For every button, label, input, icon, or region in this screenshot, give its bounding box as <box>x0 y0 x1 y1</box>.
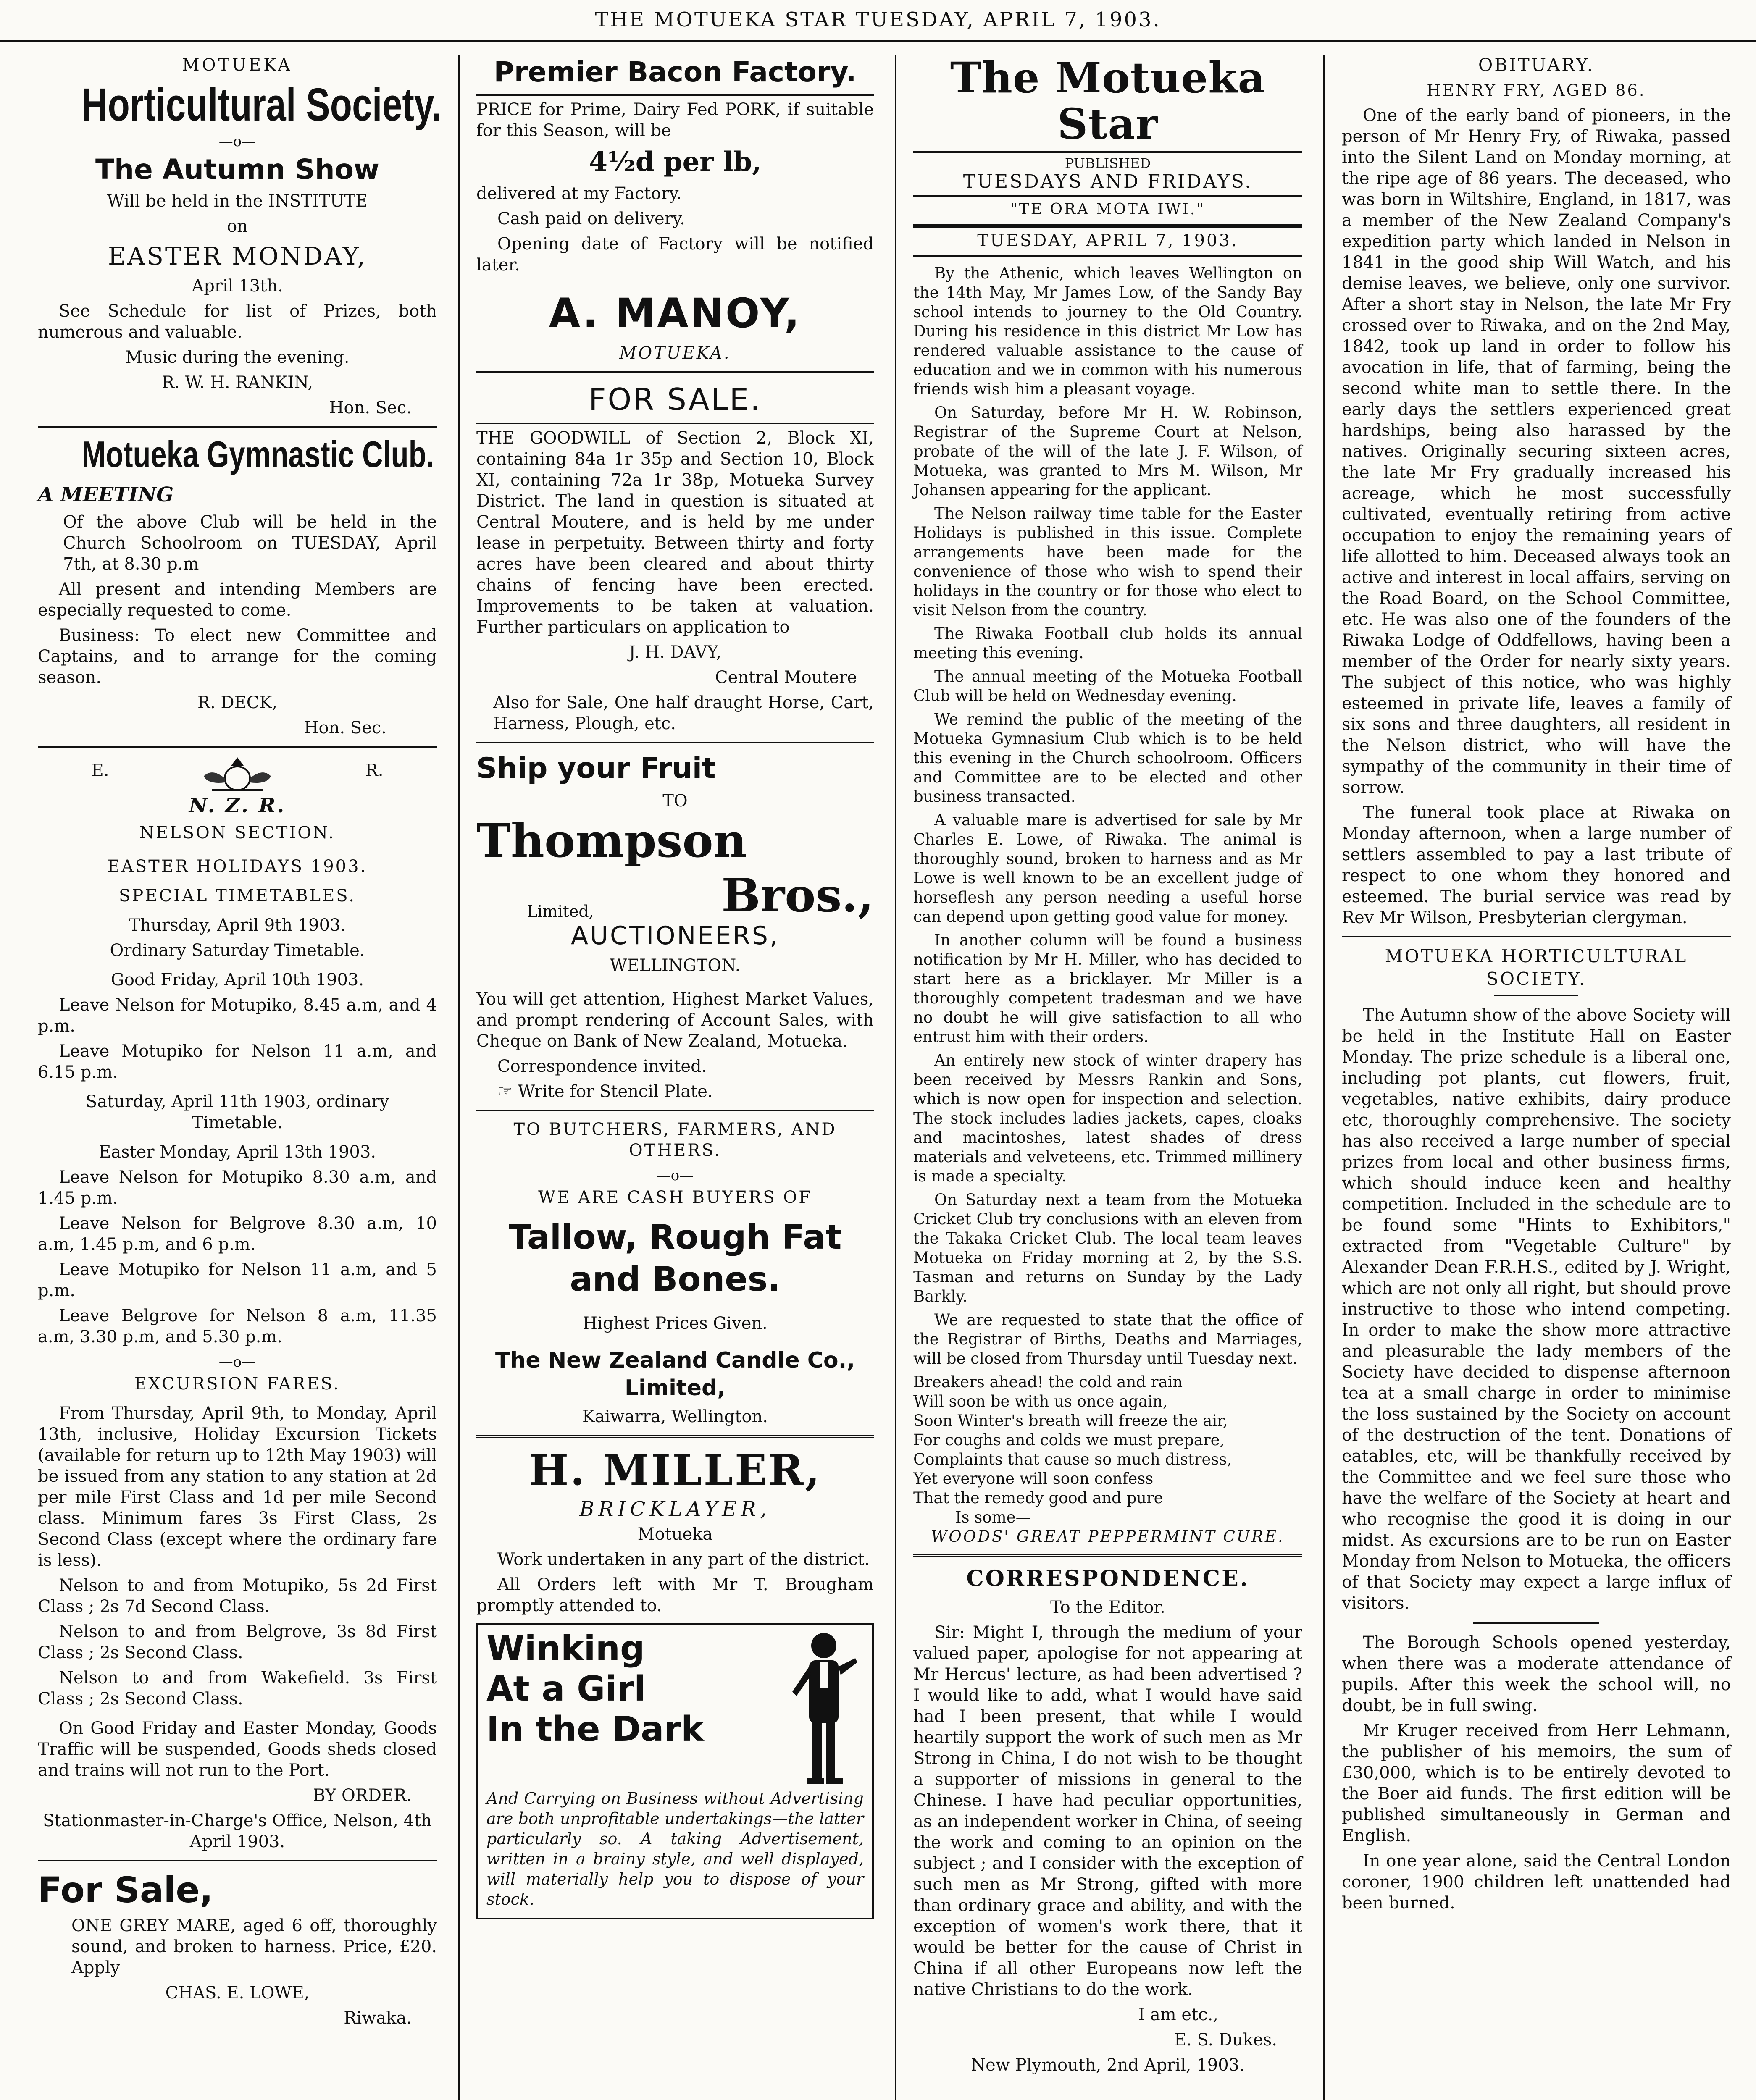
gym-signer: R. DECK, <box>197 693 278 712</box>
obit-heading: OBITUARY. <box>1478 55 1595 75</box>
miller-p1: Work undertaken in any part of the district. <box>497 1550 870 1569</box>
gym-meeting: A MEETING <box>38 483 174 507</box>
forsale-title: FOR SALE. <box>589 382 762 417</box>
tallow-to: TO BUTCHERS, FARMERS, AND OTHERS. <box>513 1120 837 1160</box>
separator: —o— <box>656 1167 694 1184</box>
miller-advert <box>476 1446 874 1616</box>
news-item: An entirely new stock of winter drapery has been received by Messrs Rankin and Sons, which is now open for inspection and selection. The stock includes ladies jackets, capes, cloaks and macintoshes, latest shades of dress materials and velveteens, etc. Trimmed millinery is made a specialty. <box>913 1051 1302 1185</box>
bacon-advert <box>476 55 874 364</box>
obit-p1: One of the early band of pioneers, in the person of Mr Henry Fry, of Riwaka, passed into the Silent Land on Monday morning, at the ripe age of 86 years. The deceased, who was born in Wiltshire, England, in 1817, was a member of the New Zealand Company's expedition party which landed in Nelson in 1841 in the good ship Will Watch, and his demise leaves, we believe, only one survivor. After a short stay in Nelson, the late Mr Fry crossed over to Riwaka, and on the 2nd May, 1842, took up land in order to follow his avocation in life, that of farming, being the second white man to settle there. In the early days the settlers experienced great hardships, being also harassed by the natives. Originally securing sixteen acres, the late Mr Fry gradually increased his acreage, which he most successfully cultivated, eventually retiring from active occupation to enjoy the remaining years of life allotted to him. Deceased always took an active and interest in local affairs, serving on the Road Board, on the School Committee, etc. He was also one of the founders of the Riwaka Lodge of Oddfellows, having been a member of the Order for nearly sixty years. The subject of this notice, who was highly esteemed in private life, leaves a family of six sons and three daughters, all resident in the Nelson district, who will have the sympathy of the community in their time of sorrow. <box>1342 106 1731 797</box>
ship-place: WELLINGTON. <box>610 956 741 975</box>
schools-item: The Borough Schools opened yesterday, when there was a moderate attendance of pupils. After this week the school will, no doubt, be in full swing. <box>1342 1633 1731 1715</box>
separator: —o— <box>218 133 256 150</box>
verse-line: Complaints that cause so much distress, <box>913 1450 1232 1468</box>
rail-goods: On Good Friday and Easter Monday, Goods Traffic will be suspended, Goods sheds closed and trains will not run to the Port. <box>38 1719 437 1780</box>
column-2 <box>458 55 891 2100</box>
rail-mon: Easter Monday, April 13th 1903. <box>99 1142 376 1162</box>
gym-title: Motueka Gymnastic Club. <box>81 433 434 475</box>
mare-title: For Sale, <box>38 1869 213 1911</box>
verse-product: WOODS' GREAT PEPPERMINT CURE. <box>931 1528 1285 1546</box>
rail-sat: Saturday, April 11th 1903, ordinary Timetable. <box>86 1092 389 1132</box>
forsale-signer: J. H. DAVY, <box>628 643 722 662</box>
bacon-p2: delivered at my Factory. <box>476 184 682 203</box>
gentleman-figure-icon <box>784 1629 864 1788</box>
news-item: On Saturday, before Mr H. W. Robinson, Registrar of the Supreme Court at Nelson, probate of the will of the late J. F. Wilson, of Motueka, was granted to Mrs M. Wilson, Mr Johansen appearing for the applicant. <box>913 404 1302 499</box>
royal-crest-icon <box>195 755 279 793</box>
tallow-title: Tallow, Rough Fat and Bones. <box>508 1218 842 1299</box>
gym-role: Hon. Sec. <box>304 718 386 738</box>
tallow-firm: The New Zealand Candle Co., Limited, <box>495 1348 855 1401</box>
tallow-advert <box>476 1119 874 1427</box>
bacon-title: Premier Bacon Factory. <box>494 56 857 88</box>
tallow-cash: WE ARE CASH BUYERS OF <box>538 1188 812 1207</box>
winking-advert <box>476 1623 874 1919</box>
rail-section: NELSON SECTION. <box>139 823 336 843</box>
kruger-item: Mr Kruger received from Herr Lehmann, the publisher of his memoirs, the sum of £30,000, which is to be entirely devoted to the Boer aid funds. The first edition will be published simultaneously in German and English. <box>1342 1721 1731 1845</box>
news-item: We are requested to state that the office of the Registrar of Births, Deaths and Marriages, will be closed from Thursday until Tuesday next. <box>913 1311 1302 1368</box>
rail-fares: From Thursday, April 9th, to Monday, April 13th, inclusive, Holiday Excursion Tickets (available for return up to 12th May 1903) will be issued from any station to any station at 2d per mile First Class and 1d per mile Second class. Minimum fares 3s First Class, 2s Second Class (except where the ordinary fare is less). <box>38 1404 437 1570</box>
column-3 <box>895 55 1319 2100</box>
forsale-place: Central Moutere <box>715 668 857 687</box>
bacon-p4: Opening date of Factory will be notified later. <box>476 234 874 275</box>
bacon-name: A. MANOY, <box>549 290 802 337</box>
hort-show: The Autumn Show <box>95 153 379 186</box>
verse-line: Breakers ahead! the cold and rain <box>913 1373 1183 1391</box>
winking-l1: Winking <box>486 1629 645 1669</box>
rail-office: Stationmaster-in-Charge's Office, Nelson, 4th April 1903. <box>43 1811 432 1851</box>
news-item: The Riwaka Football club holds its annual meeting this evening. <box>913 625 1302 662</box>
miller-trade: BRICKLAYER, <box>579 1497 771 1521</box>
rail-order: BY ORDER. <box>313 1786 412 1805</box>
bacon-p1: PRICE for Prime, Dairy Fed PORK, if suitable for this Season, will be <box>476 100 874 140</box>
verse-line: Will soon be with us once again, <box>913 1392 1168 1410</box>
bacon-p3: Cash paid on delivery. <box>497 209 685 228</box>
gym-p2: All present and intending Members are especially requested to come. <box>38 580 437 620</box>
ship-firm1: Thompson <box>476 814 747 868</box>
rail-thu-t: Ordinary Saturday Timetable. <box>110 941 365 960</box>
horticultural-advert <box>38 55 442 418</box>
ship-p3-text: Write for Stencil Plate. <box>518 1082 713 1101</box>
gymnastic-advert <box>38 435 437 738</box>
obit-p2: The funeral took place at Riwaka on Monday afternoon, when a large number of settlers assembled to pay a last tribute of respect to one whom they honored and esteemed. The burial service was read by Rev Mr Wilson, Presbyterian clergyman. <box>1342 803 1731 927</box>
rail-f1: Nelson to and from Motupiko, 5s 2d First Class ; 2s 7d Second Class. <box>38 1576 437 1616</box>
verse-line: That the remedy good and pure <box>913 1489 1163 1507</box>
pointing-hand-icon: ☞ <box>497 1082 518 1101</box>
hort-over: MOTUEKA <box>182 55 293 75</box>
hort-title: Horticultural Society. <box>81 79 442 131</box>
miller-p2: All Orders left with Mr T. Brougham promptly attended to. <box>476 1575 874 1615</box>
bacon-place: MOTUEKA. <box>619 344 731 363</box>
corr-heading: CORRESPONDENCE. <box>966 1566 1249 1591</box>
ship-p3 <box>476 1081 874 1102</box>
rail-mon2: Leave Nelson for Belgrove 8.30 a.m, 10 a.m, 1.45 p.m, and 6 p.m. <box>38 1214 437 1254</box>
hort-day: EASTER MONDAY, <box>108 242 367 270</box>
local-news <box>913 264 1302 1546</box>
corr-place: New Plymouth, 2nd April, 1903. <box>971 2055 1245 2075</box>
corr-letter: Sir: Might I, through the medium of your valued paper, apologise for not appearing at Mr Hercus' lecture, as had been advertised ? I would like to add, what I would have said had I been present, that while I would heartily support the work of such men as Mr Strong in China, I do not wish to be thought a supporter of missions in general to the Chinese. I have had peculiar opportunities, as an independent worker in China, of seeing the work and coming to an opinion on the subject ; and I consider with the exception of such men as Mr Strong, gifted with more than ordinary grace and ability, and with the exception of women's work there, that it would be better for the cause of Christ in China if all other Europeans now left the native Christians to do the work. <box>913 1623 1302 1999</box>
forsale-text: THE GOODWILL of Section 2, Block XI, containing 84a 1r 35p and Section 10, Block XI, containing 72a 1r 38p, Motueka Survey District. The land in question is situated at Central Moutere, and is held by me under lease in perpetuity. Between thirty and forty acres have been cleared and about thirty chains of fencing have been erected. Improvements to be taken at valuation. Further particulars on application to <box>476 428 874 637</box>
news-item: A valuable mare is advertised for sale by Mr Charles E. Lowe, of Riwaka. The animal is thoroughly sound, broken to harness and as Mr Lowe is well known to be an excellent judge of horseflesh any person needing a useful horse can depend upon getting good value for money. <box>913 811 1302 926</box>
mare-signer: CHAS. E. LOWE, <box>165 1983 310 2003</box>
forsale-also: Also for Sale, One half draught Horse, Cart, Harness, Plough, etc. <box>493 693 874 733</box>
separator: —o— <box>218 1354 256 1370</box>
rail-r: R. <box>365 761 384 780</box>
ship-firm2: Bros., <box>721 868 874 922</box>
verse-line: For coughs and colds we must prepare, <box>913 1431 1225 1449</box>
rail-mon1: Leave Nelson for Motupiko 8.30 a.m, and 1.45 p.m. <box>38 1168 437 1208</box>
rail-excursion: EXCURSION FARES. <box>134 1374 341 1394</box>
bacon-price: 4½d per lb, <box>589 146 762 178</box>
hort-report-title: MOTUEKA HORTICULTURAL SOCIETY. <box>1385 946 1688 989</box>
paper-days: TUESDAYS AND FRIDAYS. <box>963 171 1253 192</box>
rail-f2: Nelson to and from Belgrove, 3s 8d First Class ; 2s Second Class. <box>38 1622 437 1662</box>
hort-role: Hon. Sec. <box>329 398 412 417</box>
news-item: The Nelson railway time table for the Easter Holidays is published in this issue. Complete arrangements have been made for the convenience of those who wish to spend their holidays in the country or for those who elect to visit Nelson from the country. <box>913 504 1302 619</box>
paper-motto: "TE ORA MOTA IWI." <box>1010 201 1205 218</box>
mare-advert <box>38 1869 437 2029</box>
winking-l2: At a Girl <box>486 1669 646 1709</box>
ship-limited: Limited, <box>527 902 594 921</box>
miller-name: H. MILLER, <box>528 1445 822 1495</box>
coroner-item: In one year alone, said the Central London coroner, 1900 children left unattended had been burned. <box>1342 1851 1731 1913</box>
rail-thu: Thursday, April 9th 1903. <box>129 916 346 935</box>
column-4 <box>1323 55 1748 2100</box>
woods-verse <box>913 1373 1302 1546</box>
miller-place: Motueka <box>637 1525 713 1544</box>
hort-on: on <box>227 217 248 236</box>
corr-to-editor: To the Editor. <box>1050 1598 1165 1617</box>
paper-title: The Motueka Star <box>950 55 1266 149</box>
corr-signer: E. S. Dukes. <box>1174 2030 1277 2050</box>
rail-mon3: Leave Motupiko for Nelson 11 a.m, and 5 p.m. <box>38 1260 437 1300</box>
railway-advert <box>38 755 437 1852</box>
news-item: By the Athenic, which leaves Wellington on the 14th May, Mr James Low, of the Sandy Bay school intends to journey to the Old Country. During his residence in this district Mr Low has rendered valuable assistance to the cause of education and we in common with his numerous friends wish him a pleasant voyage. <box>913 264 1302 398</box>
ship-fruit-advert <box>476 751 874 1102</box>
tallow-prices: Highest Prices Given. <box>583 1314 768 1333</box>
ship-p2: Correspondence invited. <box>497 1057 707 1076</box>
gym-p3: Business: To elect new Committee and Captains, and to arrange for the coming season. <box>38 626 437 687</box>
ship-to: TO <box>662 791 688 811</box>
ship-title: Ship your Fruit <box>476 752 716 785</box>
rail-f3: Nelson to and from Wakefield. 3s First Class ; 2s Second Class. <box>38 1668 437 1709</box>
rail-fri2: Leave Motupiko for Nelson 11 a.m, and 6.15 p.m. <box>38 1042 437 1082</box>
tallow-place: Kaiwarra, Wellington. <box>582 1407 768 1426</box>
paper-date: TUESDAY, APRIL 7, 1903. <box>977 231 1238 250</box>
rail-special: SPECIAL TIMETABLES. <box>119 886 356 906</box>
news-item: We remind the public of the meeting of the Motueka Gymnasium Club which is to be held this evening in the Church schoolroom. Officers and Committee are to be elected and other business transacted. <box>913 710 1302 806</box>
mare-place: Riwaka. <box>344 2008 412 2028</box>
news-item: On Saturday next a team from the Motueka Cricket Club try conclusions with an eleven from the Takaka Cricket Club. The local team leaves Motueka on Friday morning at 2, by the S.S. Tasman and returns on Sunday by the Lady Barkly. <box>913 1191 1302 1305</box>
goodwill-advert <box>476 381 874 734</box>
rail-fri1: Leave Nelson for Motupiko, 8.45 a.m, and 4 p.m. <box>38 995 437 1036</box>
page-masthead: THE MOTUEKA STAR TUESDAY, APRIL 7, 1903. <box>0 0 1756 42</box>
winking-l3: In the Dark <box>486 1709 704 1749</box>
hort-date: April 13th. <box>192 276 283 296</box>
corr-iam: I am etc., <box>1138 2005 1218 2024</box>
obit-name: HENRY FRY, AGED 86. <box>1427 81 1646 100</box>
news-item: In another column will be found a business notification by Mr H. Miller, who has decided to start here as a bricklayer. Mr Miller is a thoroughly competent tradesman and we have no doubt he will give satisfaction to all who entrust him with their orders. <box>913 931 1302 1046</box>
rail-e: E. <box>91 761 109 780</box>
winking-text: And Carrying on Business without Advertising are both unprofitable undertakings—the latter particularly so. A taking Advertisement, written in a brainy style, and well displayed, will materially help you to dispose of your stock. <box>486 1789 864 1908</box>
verse-line: Yet everyone will soon confess <box>913 1470 1154 1488</box>
ship-auct: AUCTIONEERS, <box>571 921 779 950</box>
gym-p1: Of the above Club will be held in the Church Schoolroom on TUESDAY, April 7th, at 8.30 p.m <box>63 512 437 574</box>
verse-line: Soon Winter's breath will freeze the air, <box>913 1412 1228 1430</box>
column-1 <box>21 55 454 2100</box>
verse-line: Is some— <box>955 1508 1031 1526</box>
mare-text: ONE GREY MARE, aged 6 off, thoroughly sound, and broken to harness. Price, £20. Apply <box>71 1916 437 1977</box>
news-item: The annual meeting of the Motueka Football Club will be held on Wednesday evening. <box>913 667 1302 705</box>
hort-held: Will be held in the INSTITUTE <box>107 192 368 211</box>
ship-p1: You will get attention, Highest Market Values, and prompt rendering of Account Sales, with Cheque on Bank of New Zealand, Motueka. <box>476 990 874 1051</box>
correspondence <box>913 1565 1302 2076</box>
hort-music: Music during the evening. <box>125 348 350 367</box>
rail-fri: Good Friday, April 10th 1903. <box>110 970 364 990</box>
rail-mon4: Leave Belgrove for Nelson 8 a.m, 11.35 a.m, 3.30 p.m, and 5.30 p.m. <box>38 1306 437 1347</box>
hort-signer: R. W. H. RANKIN, <box>161 373 313 392</box>
rail-easter: EASTER HOLIDAYS 1903. <box>107 857 368 876</box>
hort-report: The Autumn show of the above Society will be held in the Institute Hall on Easter Monday. The prize schedule is a liberal one, including pot plants, cut flowers, fruit, vegetables, native exhibits, dairy produce etc, thoroughly comprehensive. The society has also received a large number of special prizes from local and other business firms, which should induce keen and healthy competition. Included in the schedule are to be found some "Hints to Exhibitors," extracted from "Vegetable Culture" by Alexander Dean F.R.H.S., edited by J. Wright, which are not only all right, but should prove instructive to those who intend competing. In order to make the show more attractive and pleasurable the lady members of the Society have decided to dispense afternoon tea at a small charge in order to minimise the loss sustained by the Society on account of the destruction of the tent. Donations of eatables, etc, will be thankfully received by the Committee and we feel sure those who have the welfare of the Society at heart and who recognise the good it is doing in our midst. As excursions are to be run on Easter Monday from Nelson to Motueka, the officers of that Society may expect a large influx of visitors. <box>1342 1005 1731 1613</box>
hort-schedule: See Schedule for list of Prizes, both numerous and valuable. <box>38 302 437 342</box>
rail-nzr: N. Z. R. <box>189 794 286 817</box>
paper-published: PUBLISHED <box>1065 155 1151 171</box>
